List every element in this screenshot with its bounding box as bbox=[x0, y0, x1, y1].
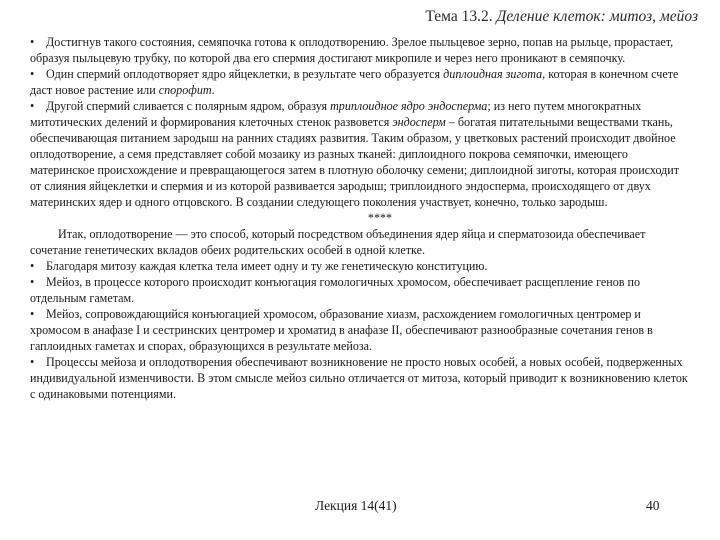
paragraph-text: Другой спермий сливается с полярным ядром, образуя bbox=[46, 99, 328, 113]
paragraph-text: Достигнув такого состояния, семяпочка готова к оплодотворению. Зрелое пыльцевое зерно, попав на рыльце, прорастает, образуя пыльцевую трубку, по которой два его спермия достигают микропиле и через него проникают в семяпочку. bbox=[30, 35, 674, 65]
topic-prefix: Тема 13.2. bbox=[425, 8, 493, 25]
bullet-marker: • bbox=[30, 99, 35, 113]
term-triploid-nucleus: триплоидное ядро эндосперма bbox=[330, 99, 488, 113]
bullet-marker: • bbox=[30, 35, 35, 49]
paragraph-text: Один спермий оплодотворяет ядро яйцеклетки, в результате чего образуется bbox=[46, 67, 441, 81]
lecture-label: Лекция 14(41) bbox=[315, 498, 397, 513]
paragraph-zygote bbox=[30, 66, 690, 98]
slide-footer bbox=[0, 498, 720, 518]
paragraph-text: Мейоз, в процессе которого происходит конъюгация гомологичных хромосом, обеспечивает расщепление генов по отдельным гаметам. bbox=[30, 275, 641, 305]
paragraph-text: ; из него путем многократных митотических делений и формирования клеточных стенок развовется bbox=[30, 99, 642, 129]
paragraph-endosperm bbox=[30, 98, 690, 210]
paragraph-text: Процессы мейоза и оплодотворения обеспечивают возникновение не просто новых особей, а новых особей, подверженных индивидуальной изменчивости. В этом смысле мейоз сильно отличается от митоза, который приводит к возникновению клеток с одинаковыми потенциями. bbox=[30, 355, 688, 401]
bullet-marker: • bbox=[30, 275, 35, 289]
paragraph-text: , которая в конечном счете даст новое растение или bbox=[30, 67, 679, 97]
paragraph-text: . bbox=[211, 83, 215, 97]
paragraph-text: – богатая питательными веществами ткань, обеспечивающая питанием зародыш на ранних стадиях развития. Таким образом, у цветковых растений происходит двойное оплодотворение, а семя представляет собой мозаику из разных тканей: диплоидного покрова семяпочки, имеющего материнское происхождение и превращающегося затем в плотную оболочку семени; диплоидной зиготы, которая происходит от слияния яйцеклетки и спермия и из которой развивается зародыш; триплоидного эндосперма, происходящего от двух материнских ядер и одного отцовского. В создании следующего поколения участвует, конечно, только зародыш. bbox=[30, 115, 680, 209]
page-number: 40 bbox=[646, 498, 660, 513]
paragraph-meiosis-recombination bbox=[30, 306, 690, 354]
term-diploid-zygote: диплоидная зигота bbox=[443, 67, 543, 81]
topic-name: Деление клеток: митоз, мейоз bbox=[496, 8, 698, 25]
paragraph-pollination bbox=[30, 34, 690, 66]
bullet-marker: • bbox=[30, 307, 35, 321]
term-endosperm: эндосперм bbox=[392, 115, 446, 129]
term-sporophyte: спорофит bbox=[158, 83, 212, 97]
paragraph-mitosis bbox=[30, 258, 690, 274]
paragraph-meiosis-segregation bbox=[30, 274, 690, 306]
bullet-marker: • bbox=[30, 259, 35, 273]
section-separator: **** bbox=[367, 211, 393, 225]
bullet-marker: • bbox=[30, 67, 35, 81]
paragraph-text: Мейоз, сопровождающийся конъюгацией хромосом, образование хиазм, расхождением гомологичных центромер и хромосом в анафазе I и сестринских центромер и хроматид в анафазе II, обеспечивают разнообразные сочетания генов в гаплоидных гаметах и спорах, образующихся в результате мейоза. bbox=[30, 307, 653, 353]
slide-content bbox=[30, 34, 690, 402]
paragraph-text: Благодаря митозу каждая клетка тела имеет одну и ту же генетическую конституцию. bbox=[46, 259, 488, 273]
paragraph-fertilization-summary: Итак, оплодотворение — это способ, который посредством объединения ядер яйца и сперматозоида обеспечивает сочетание генетических вкладов обеих родительских особей в одной клетке. bbox=[30, 227, 646, 257]
slide-title bbox=[425, 8, 698, 26]
paragraph-variability bbox=[30, 354, 690, 402]
bullet-marker: • bbox=[30, 355, 35, 369]
